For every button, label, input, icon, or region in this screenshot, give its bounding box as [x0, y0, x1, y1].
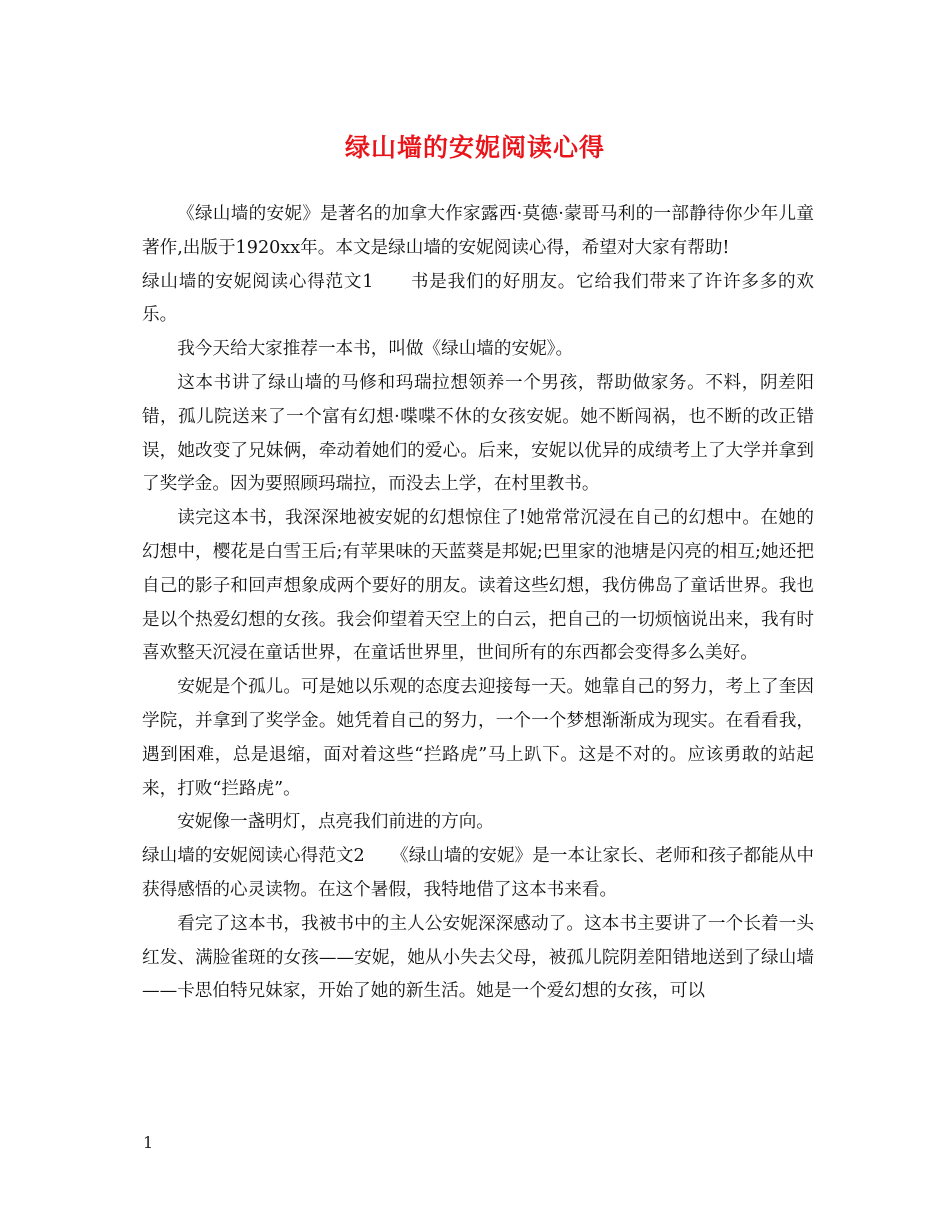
- paragraph-lamp: 安妮像一盏明灯，点亮我们前进的方向。: [177, 812, 494, 833]
- paragraph-fantasy: 读完这本书，我深深地被安妮的幻想惊住了!她常常沉浸在自己的幻想中。在她的幻想中，樱花是白雪王后;有苹果味的天蓝葵是邦妮;巴里家的池塘是闪亮的相互;她还把自己的影子和回声想象成两个要好的朋友。读着这些幻想，我仿佛岛了童话世界。我也是以个热爱幻想的女孩。我会仰望着天空上的白云，把自己的一切烦恼说出来，我有时喜欢整天沉浸在童话世界，在童话世界里，世间所有的东西都会变得多么美好。: [142, 508, 814, 664]
- paragraph-sample-2-heading: 绿山墙的安妮阅读心得范文2 《绿山墙的安妮》是一本让家长、老师和孩子都能从中获得感悟的心灵读物。在这个暑假，我特地借了这本书来看。: [142, 846, 814, 900]
- page-number: 1: [143, 1133, 154, 1152]
- paragraph-recommend: 我今天给大家推荐一本书，叫做《绿山墙的安妮》。: [177, 339, 574, 360]
- paragraph-after-reading: 看完了这本书，我被书中的主人公安妮深深感动了。这本书主要讲了一个长着一头红发、满脸雀斑的女孩——安妮，她从小失去父母，被孤儿院阴差阳错地送到了绿山墙——卡思伯特兄妹家，开始了她的新生活。她是一个爱幻想的女孩，可以: [142, 913, 814, 1002]
- paragraph-story: 这本书讲了绿山墙的马修和玛瑞拉想领养一个男孩，帮助做家务。不料，阴差阳错，孤儿院送来了一个富有幻想·喋喋不休的女孩安妮。她不断闯祸，也不断的改正错误，她改变了兄妹俩，牵动着她们的爱心。后来，安妮以优异的成绩考上了大学并拿到了奖学金。因为要照顾玛瑞拉，而没去上学，在村里教书。: [142, 372, 814, 495]
- document-title: 绿山墙的安妮阅读心得: [344, 133, 605, 162]
- paragraph-sample-1-heading: 绿山墙的安妮阅读心得范文1 书是我们的好朋友。它给我们带来了许许多多的欢乐。: [142, 271, 814, 326]
- paragraph-orphan: 安妮是个孤儿。可是她以乐观的态度去迎接每一天。她靠自己的努力，考上了奎因学院，并拿到了奖学金。她凭着自己的努力，一个一个梦想渐渐成为现实。在看看我，遇到困难，总是退缩，面对着这些“拦路虎”马上趴下。这是不对的。应该勇敢的站起来，打败“拦路虎”。: [142, 677, 814, 799]
- document-body: [142, 198, 814, 1009]
- paragraph-intro: 《绿山墙的安妮》是著名的加拿大作家露西·莫德·蒙哥马利的一部静待你少年儿童著作,出版于1920xx年。本文是绿山墙的安妮阅读心得，希望对大家有帮助!: [142, 204, 814, 258]
